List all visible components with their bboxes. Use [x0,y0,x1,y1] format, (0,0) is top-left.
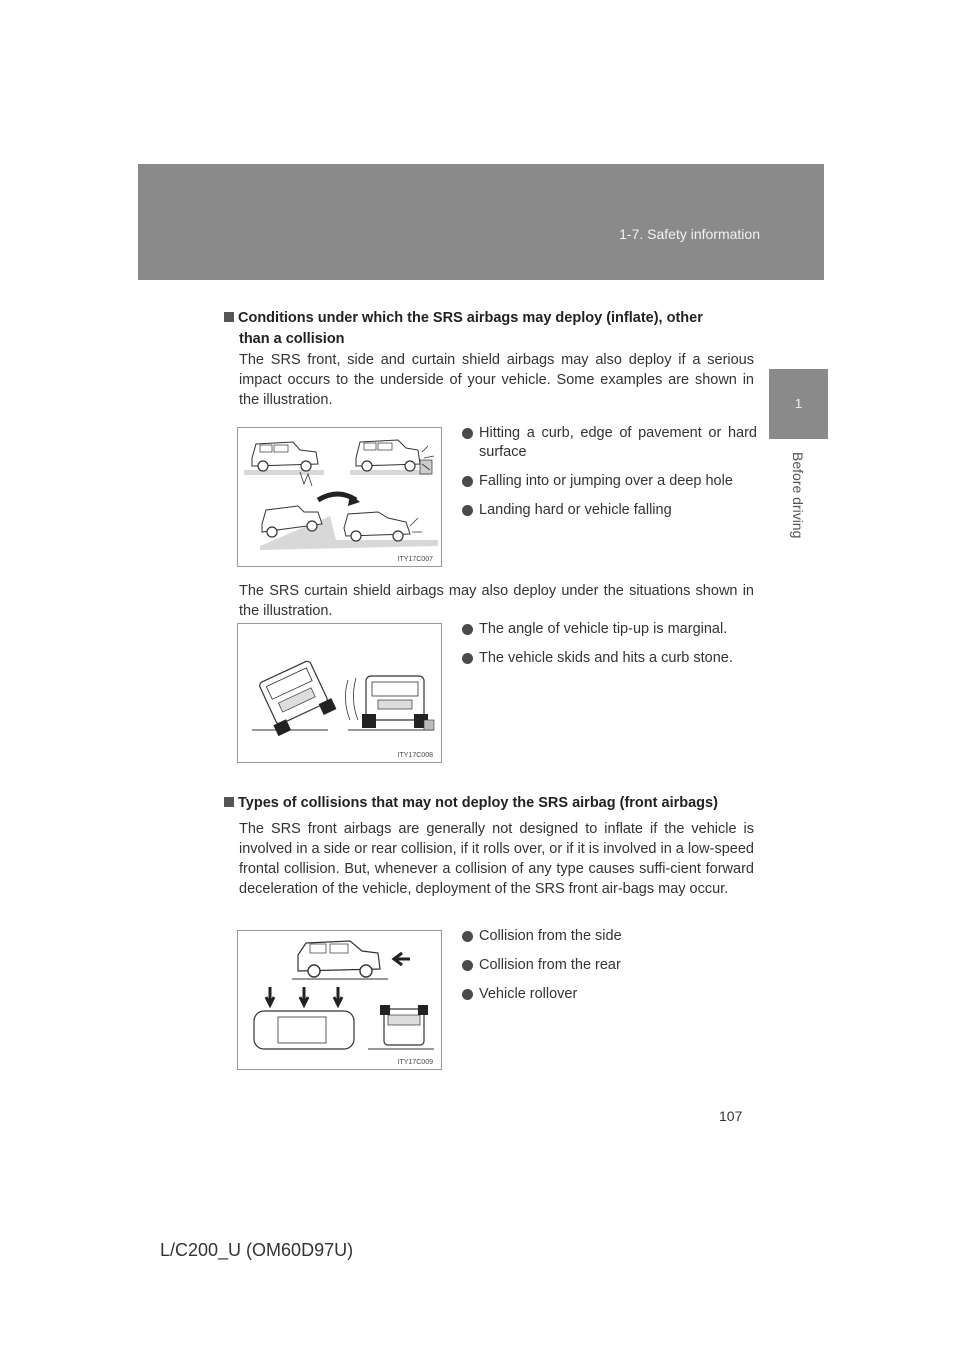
bullet-list-3 [462,927,757,1014]
figure-side-rear-rollover [237,930,442,1070]
list-item: Collision from the side [462,927,757,946]
list-item: Vehicle rollover [462,985,757,1004]
chapter-title: Before driving [790,451,806,539]
square-bullet-icon [224,797,234,807]
list-item: Hitting a curb, edge of pavement or hard surface [462,424,757,462]
bullet-icon [462,624,473,635]
bullet-icon [462,653,473,664]
heading-text: Types of collisions that may not deploy the SRS airbag (front airbags) [238,795,718,811]
page-number: 107 [719,1108,743,1124]
list-item: The vehicle skids and hits a curb stone. [462,649,757,668]
bullet-icon [462,428,473,439]
bullet-icon [462,931,473,942]
figure-curb-hole-landing [237,427,442,567]
figure-tip-up-curb-stone [237,623,442,763]
chapter-tab[interactable] [769,369,828,439]
figure-code: ITY17C008 [397,752,433,759]
list-item: Landing hard or vehicle falling [462,501,757,520]
square-bullet-icon [224,312,234,322]
bullet-icon [462,960,473,971]
paragraph-curtain-shield: The SRS curtain shield airbags may also deploy under the situations shown in the illustration. [239,583,754,619]
bullet-icon [462,476,473,487]
section-title: 1-7. Safety information [619,226,760,242]
list-item: Collision from the rear [462,956,757,975]
heading-types-of-collisions [224,793,754,814]
list-item: The angle of vehicle tip-up is marginal. [462,620,757,639]
figure-code: ITY17C009 [397,1059,433,1066]
heading-line-2: than a collision [239,331,345,347]
illustration-side-rear-rollover [238,931,443,1071]
bullet-list-1 [462,424,757,530]
heading-conditions [224,308,754,350]
figure-code: ITY17C007 [397,556,433,563]
bullet-icon [462,505,473,516]
list-item: Falling into or jumping over a deep hole [462,472,757,491]
illustration-curb-hole-landing [238,428,443,568]
heading-line-1: Conditions under which the SRS airbags may deploy (inflate), other [238,310,703,326]
bullet-icon [462,989,473,1000]
illustration-tip-up-curb-stone [238,624,443,764]
paragraph-front-airbags: The SRS front airbags are generally not designed to inflate if the vehicle is involved in a side or rear collision, if it rolls over, or if it is involved in a low-speed frontal collision. But, whenever a collision of any type causes suffi-cient forward deceleration of the vehicle, deployment of the SRS front air-bags may occur. [239,821,754,897]
footer-manual-code: L/C200_U (OM60D97U) [160,1240,354,1260]
bullet-list-2 [462,620,757,678]
paragraph-underside-impact: The SRS front, side and curtain shield airbags may also deploy if a serious impact occurs to the underside of your vehicle. Some examples are shown in the illustration. [239,352,754,408]
chapter-number: 1 [794,396,803,411]
header-band [138,164,824,280]
